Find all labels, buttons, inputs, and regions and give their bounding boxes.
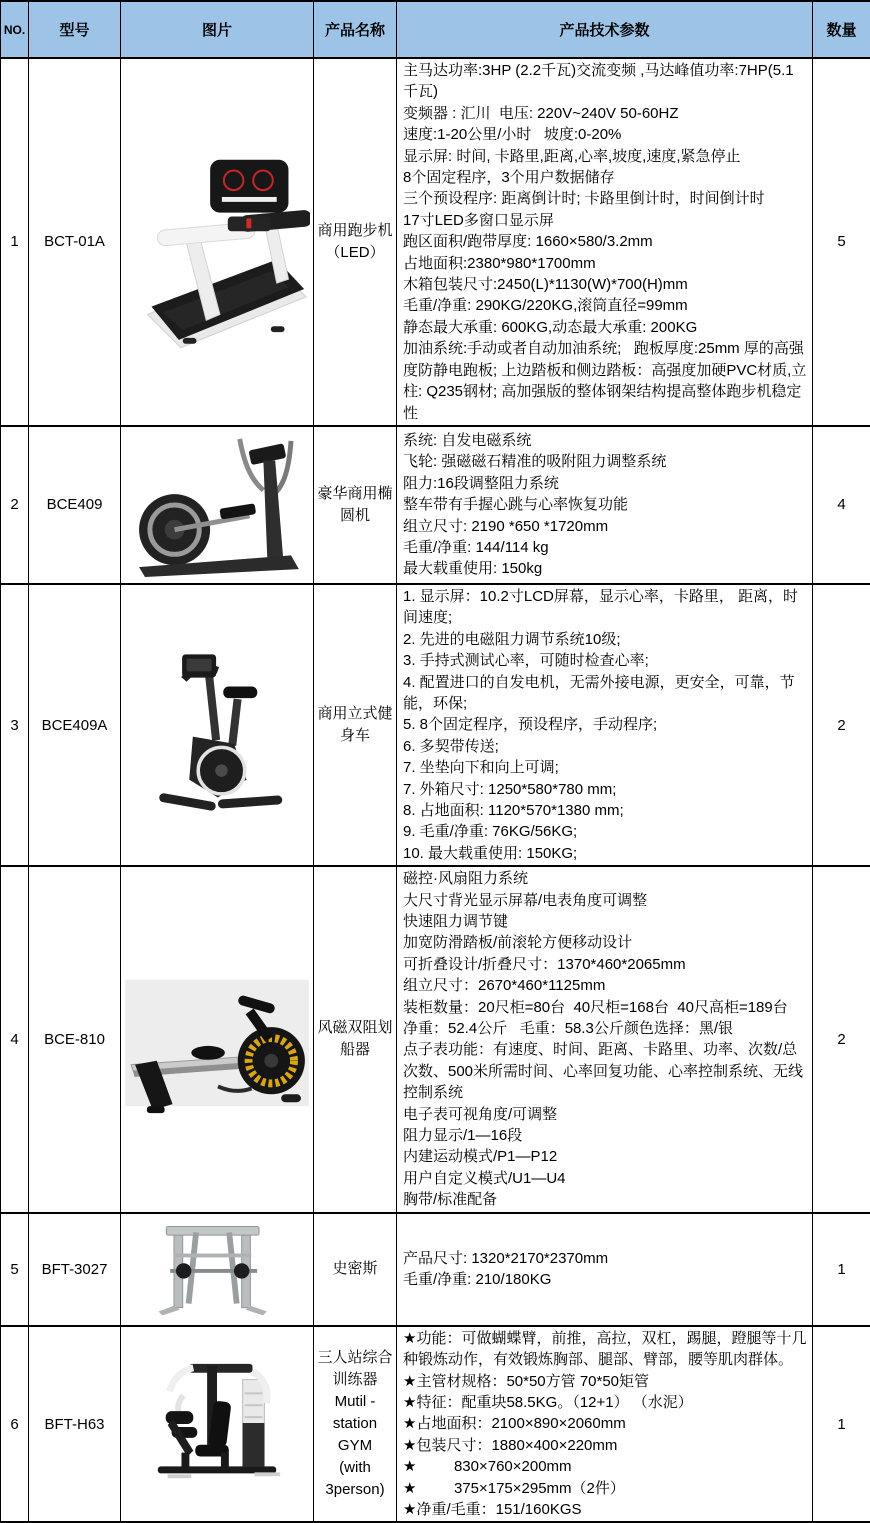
- table-row: [1, 866, 870, 1213]
- model-cell: BCE-810: [29, 866, 121, 1213]
- row-number-cell: 4: [1, 866, 29, 1213]
- name-cell: 商用立式健 身车: [314, 584, 397, 866]
- spec-cell: 主马达功率:3HP (2.2千瓦)交流变频 ,马达峰值功率:7HP(5.1千瓦) 变频器 : 汇川 电压: 220V~240V 50-60HZ 速度:1-20公里/小时 坡度:0-20% 显示屏: 时间, 卡路里,距离,心率,坡度,速度,紧急停止 8个固定程序，3个用户数据储存 三个预设程序: 距离倒计时; 卡路里倒计时，时间倒计时 17寸LED多窗口显示屏 跑区面积/跑带厚度: 1660×580/3.2mm 占地面积:2380*980*1700mm 木箱包装尺寸:2450(L)*1130(W)*700(H)mm 毛重/净重: 290KG/220KG,滚筒直径=99mm 静态最大承重: 600KG,动态最大承重: 200KG 加油系统:手动或者自动加油系统; 跑板厚度:25mm 厚的高强度防静电跑板; 上边踏板和侧边踏板：高强度加硬PVC材质,立柱: Q235钢材; 高加强版的整体钢架结构提高整体跑步机稳定性: [397, 58, 813, 426]
- model-cell: BCT-01A: [29, 58, 121, 426]
- header-product-name: 产品名称: [314, 1, 397, 58]
- model-cell: BFT-3027: [29, 1213, 121, 1326]
- qty-cell: 5: [813, 58, 870, 426]
- table-body: [1, 58, 870, 1522]
- smith-machine-image: [145, 1220, 290, 1318]
- row-number-cell: 5: [1, 1213, 29, 1326]
- image-cell: [121, 866, 314, 1213]
- table-row: [1, 1213, 870, 1326]
- header-no: NO.: [1, 1, 29, 58]
- table-row: [1, 426, 870, 584]
- spec-cell: 磁控·风扇阻力系统 大尺寸背光显示屏幕/电表角度可调整 快速阻力调节键 加宽防滑踏板/前滚轮方便移动设计 可折叠设计/折叠尺寸：1370*460*2065mm 组立尺寸：2670*460*1125mm 装柜数量：20尺柜=80台 40尺柜=168台 40尺高柜=189台 净重：52.4公斤 毛重：58.3公斤颜色选择：黑/银 点子表功能：有速度、时间、距离、卡路里、功率、次数/总次数、500米所需时间、心率回复功能、心率控制系统、无线控制系统 电子表可视角度/可调整 阻力显示/1—16段 内建运动模式/P1—P12 用户自定义模式/U1—U4 胸带/标准配备: [397, 866, 813, 1213]
- name-cell: 豪华商用椭 圆机: [314, 426, 397, 584]
- name-cell: 商用跑步机 （LED）: [314, 58, 397, 426]
- row-number-cell: 3: [1, 584, 29, 866]
- model-cell: BFT-H63: [29, 1326, 121, 1523]
- image-cell: [121, 426, 314, 584]
- row-number-cell: 2: [1, 426, 29, 584]
- header-model: 型号: [29, 1, 121, 58]
- name-cell: 三人站综合 训练器 Mutil - station GYM (with 3person): [314, 1326, 397, 1523]
- name-cell: 史密斯: [314, 1213, 397, 1326]
- spec-cell: 产品尺寸: 1320*2170*2370mm 毛重/净重: 210/180KG: [397, 1213, 813, 1326]
- header-specs: 产品技术参数: [397, 1, 813, 58]
- spec-cell: 系统: 自发电磁系统 飞轮: 强磁磁石精准的吸附阻力调整系统 阻力:16段调整阻力系统 整车带有手握心跳与心率恢复功能 组立尺寸: 2190 *650 *1720mm 毛重/净重: 144/114 kg 最大载重使用: 150kg: [397, 426, 813, 584]
- model-cell: BCE409A: [29, 584, 121, 866]
- qty-cell: 1: [813, 1326, 870, 1523]
- qty-cell: 4: [813, 426, 870, 584]
- table-row: [1, 584, 870, 866]
- table-row: [1, 58, 870, 426]
- qty-cell: 1: [813, 1213, 870, 1326]
- image-cell: [121, 584, 314, 866]
- spec-cell: 1. 显示屏：10.2寸LCD屏幕，显示心率，卡路里， 距离，时间速度; 2. 先进的电磁阻力调节系统10级; 3. 手持式测试心率，可随时检查心率; 4. 配置进口的自发电机，无需外接电源，更安全，可靠，节能，环保; 5. 8个固定程序，预设程序，手动程序; 6. 多契带传送; 7. 坐垫向下和向上可调; 7. 外箱尺寸: 1250*580*780 mm; 8. 占地面积: 1120*570*1380 mm; 9. 毛重/净重: 76KG/56KG; 10. 最大载重使用: 150KG;: [397, 584, 813, 866]
- header-image: 图片: [121, 1, 314, 58]
- header-qty: 数量: [813, 1, 870, 58]
- row-number-cell: 6: [1, 1326, 29, 1523]
- model-cell: BCE409: [29, 426, 121, 584]
- image-cell: [121, 58, 314, 426]
- multi-station-gym-image: [138, 1350, 296, 1498]
- spec-cell: ★功能：可做蝴蝶臂，前推，高拉，双杠，踢腿，蹬腿等十几种锻炼动作，有效锻炼胸部、腿部、臂部，腰等肌肉群体。 ★主管材规格：50*50方管 70*50矩管 ★特征：配重块58.5KG。（12+1） （水泥） ★占地面积：2100×890×2060mm ★包装尺寸：1880×400×220mm ★ 830×760×200mm ★ 375×175×295mm（2件） ★净重/毛重：151/160KGS: [397, 1326, 813, 1523]
- exercise-bike-image: [132, 625, 302, 825]
- row-number-cell: 1: [1, 58, 29, 426]
- qty-cell: 2: [813, 866, 870, 1213]
- name-cell: 风磁双阻划 船器: [314, 866, 397, 1213]
- treadmill-image: [124, 133, 310, 351]
- rowing-machine-image: [122, 960, 312, 1118]
- qty-cell: 2: [813, 584, 870, 866]
- image-cell: [121, 1326, 314, 1523]
- elliptical-image: [123, 431, 311, 579]
- table-row: [1, 1326, 870, 1523]
- header-row: [1, 1, 870, 58]
- image-cell: [121, 1213, 314, 1326]
